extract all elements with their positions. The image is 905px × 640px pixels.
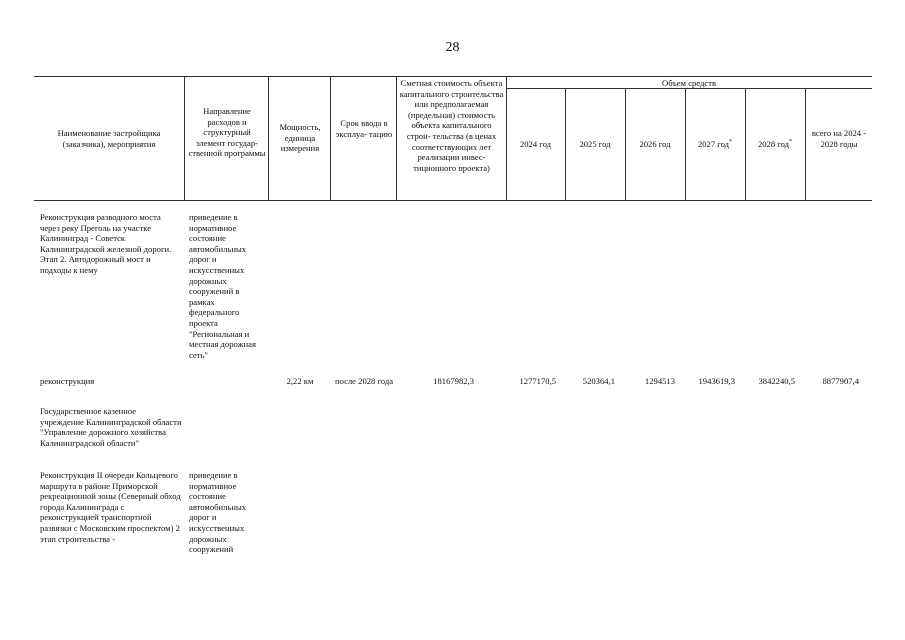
row3-name: Государственное казенное учреждение Калининградской области "Управление дорожного хозяйства Калининградской области" [40,406,182,448]
page-number: 28 [445,40,460,55]
col-divider-3 [330,76,331,200]
header-capacity: Мощность, единица измерения [279,122,321,154]
header-name: Наименование застройщика (заказчика), мероприятия [57,128,161,149]
table-top-border [34,76,872,77]
row2-2025: 520364,1 [582,376,615,386]
row2-term: после 2028 года [334,376,394,386]
header-funds-group: Объем средств [661,78,717,88]
row2-total: 8877907,4 [822,376,859,386]
col-divider-4 [396,76,397,200]
col-divider-5 [506,76,507,200]
col-divider-1 [184,76,185,200]
header-cost: Сметная стоимость объекта капитального строительства или предполагаемая (предельная) стоимость объекта капитального строи- тельства (в ценах соответствующих лет реализации инвес- тиционного проекта) [399,78,504,173]
header-year-2028: 2028 год* [757,139,793,149]
row2-name: реконструкция [40,376,95,386]
col-divider-10 [805,88,806,200]
footnote-mark: * [729,139,733,146]
header-term: Срок ввода в эксплуа- тацию [335,118,393,139]
row4-direction: приведение в нормативное состояние автомобильных дорог и искусственных дорожных сооружений [189,470,247,555]
header-year-2025: 2025 год [579,139,611,149]
header-year-2024: 2024 год [519,139,552,149]
row4-name: Реконструкция II очереди Кольцевого маршрута в районе Приморской рекреационной зоны (Северный обход города Калининграда с реконструкцией транспортной развязки с Московским проспектом) 2 этап строительства - [40,470,181,544]
col-divider-2 [268,76,269,200]
row2-2028: 3842240,5 [758,376,795,386]
header-direction: Направление расходов и структурный элемент государ- ственной программы [188,106,266,159]
header-year-2027: 2027 год* [697,139,733,149]
row2-2026: 1294513 [644,376,675,386]
header-year-2026: 2026 год [639,139,671,149]
header-bottom-border [34,200,872,201]
row1-name: Реконструкция разводного моста через реку Преголь на участке Калининград - Советск Калининградской железной дороги. Этап 2. Автодорожный мост и подходы к нему [40,212,172,275]
row2-capacity: 2,22 км [286,376,314,386]
row2-2027: 1943619,3 [698,376,735,386]
row1-direction: приведение в нормативное состояние автомобильных дорог и искусственных дорожных сооружений в рамках федерального проекта "Региональная и местная дорожная сеть" [189,212,256,360]
row2-2024: 1277170,5 [519,376,556,386]
footnote-mark: * [789,139,793,146]
header-total: всего на 2024 - 2028 годы [811,128,867,149]
row2-cost: 18167982,3 [433,376,474,386]
